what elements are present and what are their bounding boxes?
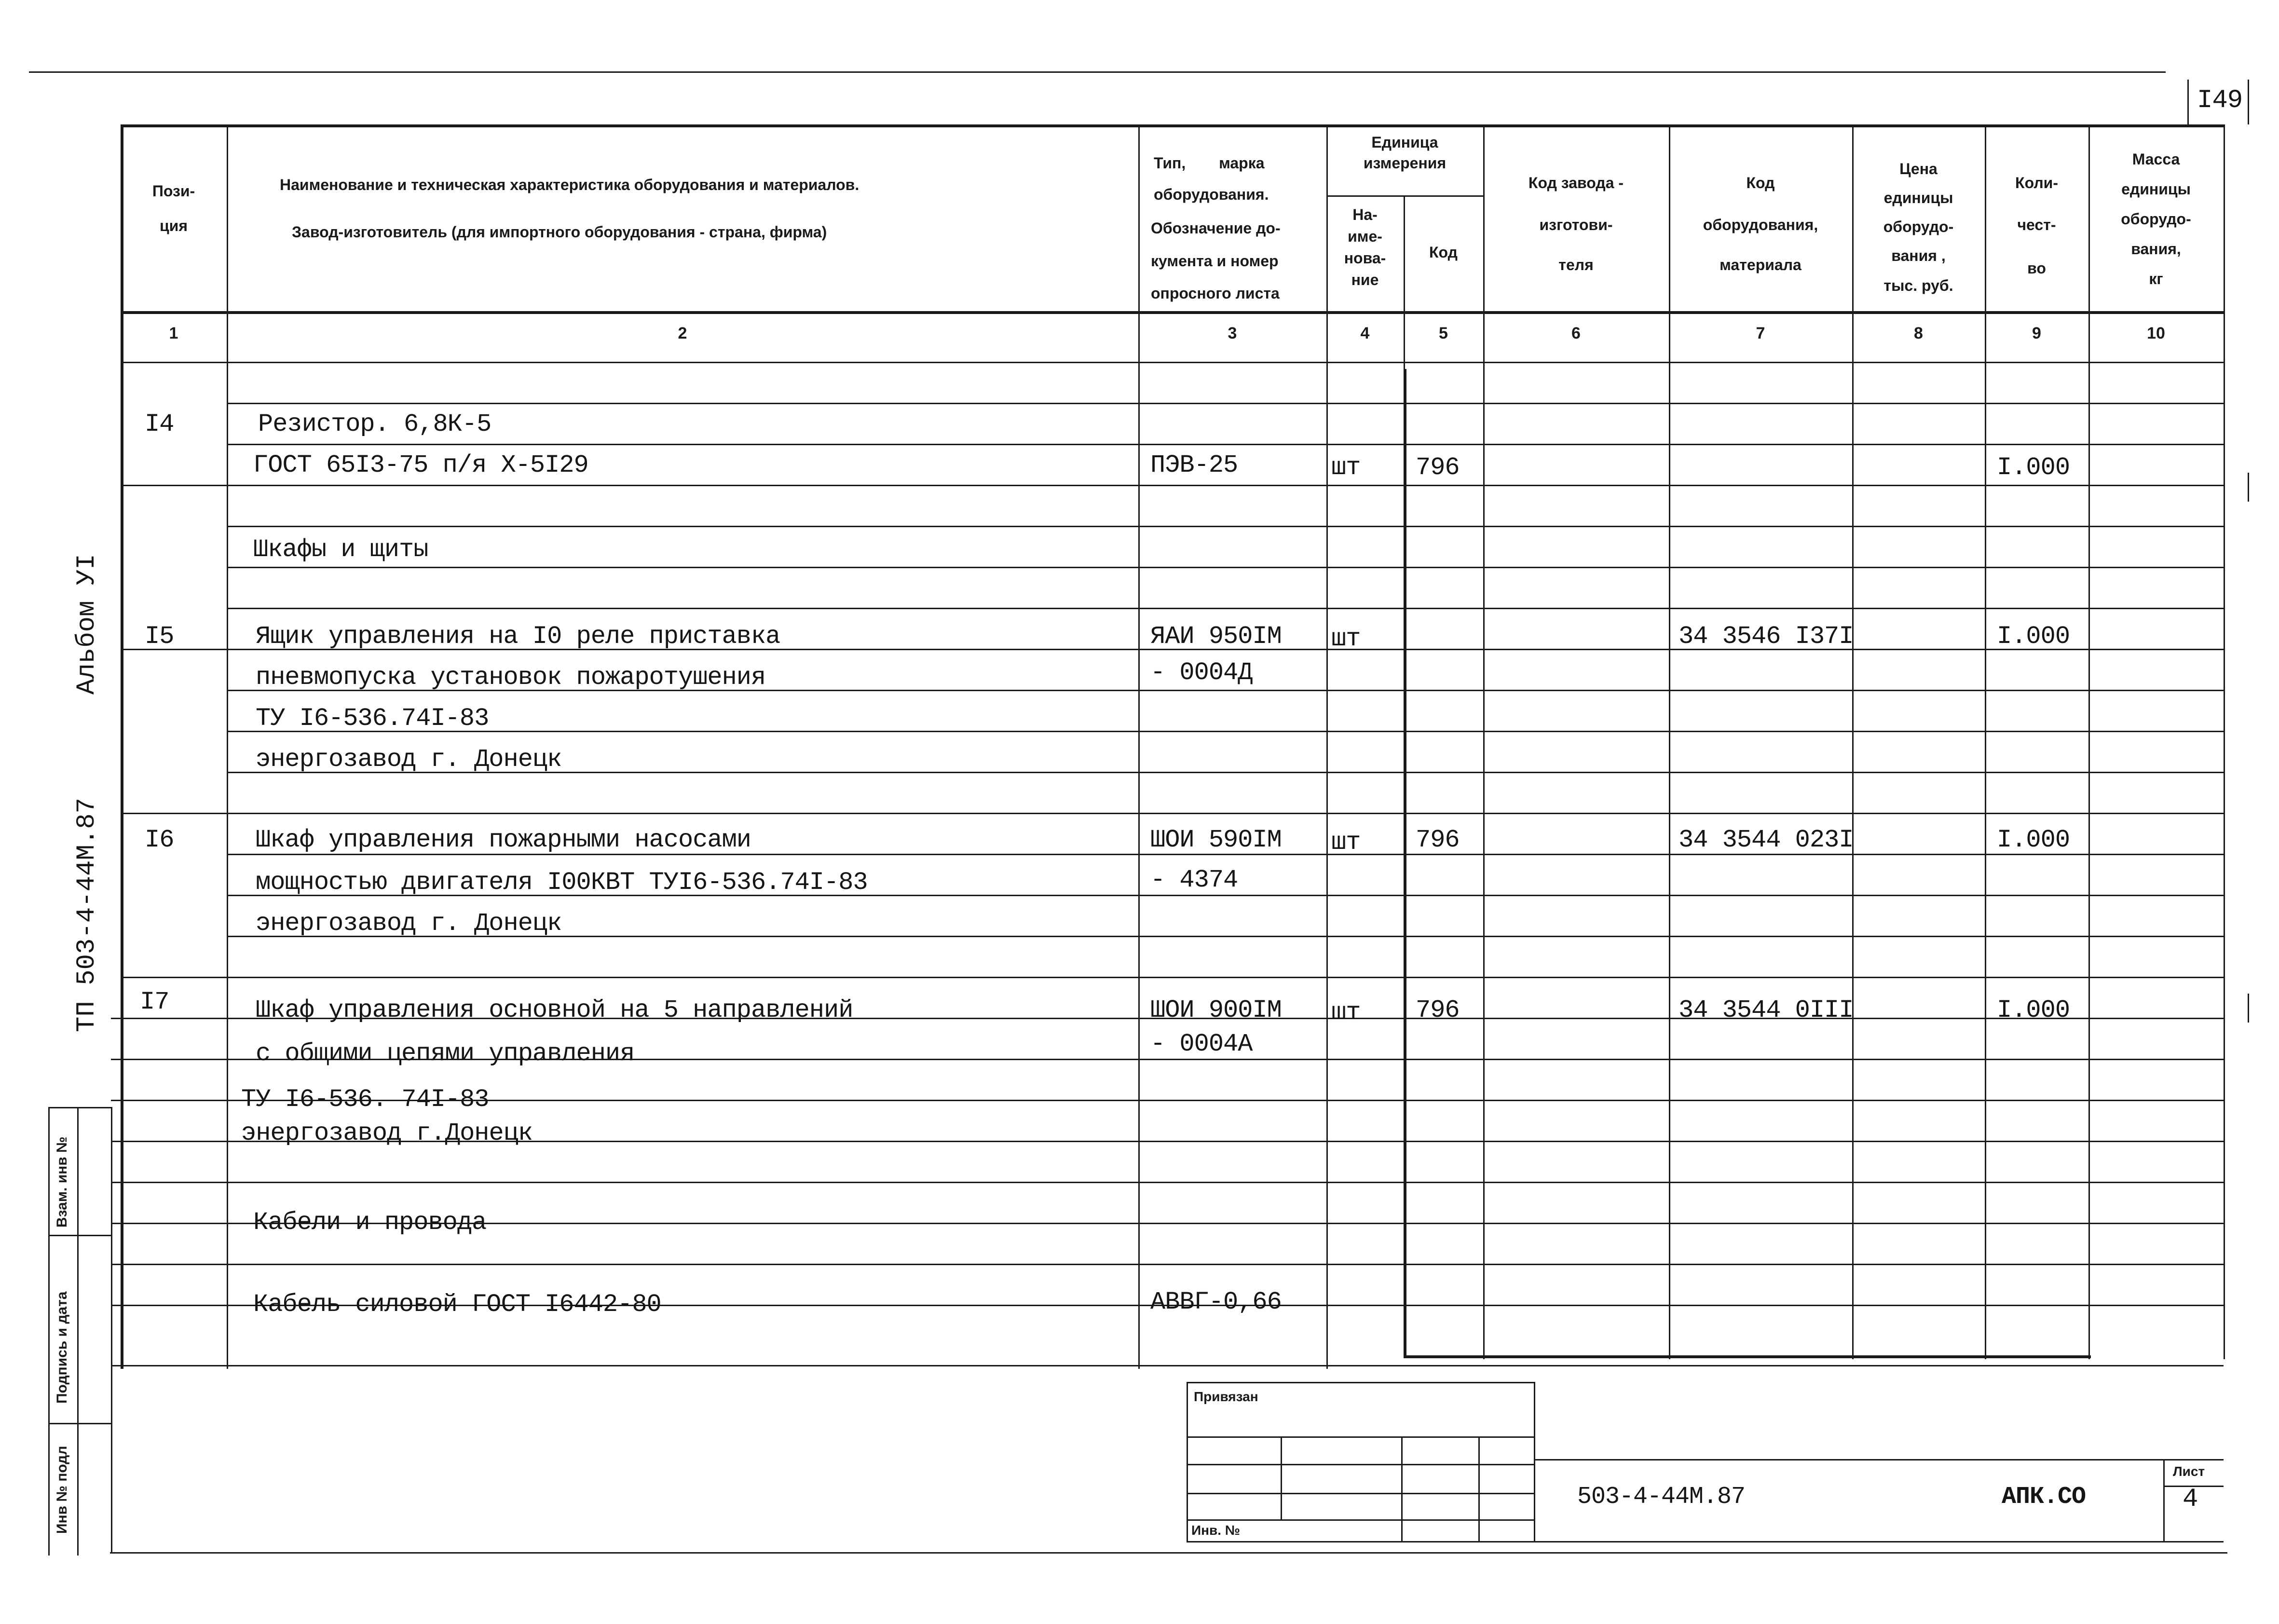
cell-name: Шкаф управления пожарными насосами — [256, 826, 751, 854]
cell-name: ТУ I6-536.74I-83 — [256, 704, 489, 733]
stamp-inv-no: Инв. № — [1191, 1523, 1241, 1538]
cell-type: ЯАИ 950IМ — [1150, 622, 1282, 651]
cell-pos: I7 — [140, 988, 169, 1016]
stamp-doc-code: 503-4-44М.87 — [1577, 1483, 1746, 1511]
hdr-type-4: кумента и номер — [1151, 252, 1279, 270]
hdr-mass-2: единицы — [2121, 180, 2191, 198]
cell-equip: 34 3544 0III — [1679, 996, 1854, 1024]
cell-name: Шкаф управления основной на 5 направлений — [256, 996, 853, 1024]
hdr-pos-1: Пози- — [152, 182, 195, 200]
hdr-qty-2: чест- — [2017, 216, 2056, 233]
hdr-qty-1: Коли- — [2015, 174, 2058, 191]
hdr-mass-4: вания, — [2131, 240, 2181, 258]
cell-pos: I6 — [145, 826, 174, 854]
cell-code: 796 — [1416, 826, 1460, 854]
col-sep-4-body — [1404, 369, 1406, 1358]
hdr-type-3: Обозначение до- — [1151, 219, 1281, 237]
hdr-mass-5: кг — [2149, 270, 2163, 287]
cell-name: с общими цепями управления — [256, 1039, 635, 1068]
hdr-pos-2: ция — [159, 217, 188, 234]
cell-code: 796 — [1416, 453, 1460, 482]
cell-name: ГОСТ 65I3-75 п/я Х-5I29 — [253, 451, 588, 479]
col-sep-6 — [1669, 124, 1670, 1359]
hdr-price-5: тыс. руб. — [1883, 277, 1953, 294]
cell-qty: I.000 — [1997, 996, 2070, 1024]
cell-unit: шт — [1331, 625, 1361, 653]
numbers-row-bottom — [121, 362, 2224, 363]
stamp-strip-right — [111, 1107, 112, 1552]
hdr-unit-name-3: нова- — [1344, 249, 1386, 267]
col-sep-7 — [1852, 124, 1854, 1359]
cell-unit: шт — [1331, 998, 1361, 1027]
unit-group-divider — [1326, 195, 1483, 197]
cell-type: - 4374 — [1150, 866, 1238, 894]
col-num-3: 3 — [1228, 324, 1237, 342]
hdr-maker-3: теля — [1558, 256, 1594, 273]
hdr-type-1: Тип, марка — [1154, 154, 1265, 172]
cell-qty: I.000 — [1997, 826, 2070, 854]
page-number-box-left — [2187, 80, 2189, 124]
col-sep-8 — [1985, 124, 1986, 1359]
cell-name: Резистор. 6,8К-5 — [258, 410, 491, 438]
col-sep-9 — [2088, 124, 2090, 1359]
cell-name: ТУ I6-536. 74I-83 — [241, 1085, 489, 1114]
cell-equip: 34 3546 I37I — [1679, 622, 1854, 651]
hdr-type-2: оборудования. — [1154, 186, 1269, 203]
stamp-strip-sep1 — [48, 1235, 111, 1236]
cell-type: АВВГ-0,66 — [1150, 1288, 1282, 1316]
hdr-unit-code: Код — [1429, 244, 1458, 261]
top-rule — [29, 71, 2166, 73]
side-vzam: Взам. инв № — [54, 1136, 70, 1228]
hdr-maker-1: Код завода - — [1528, 174, 1624, 191]
col-num-1: 1 — [169, 324, 178, 342]
cell-name: пневмопуска установок пожаротушения — [256, 663, 766, 692]
hdr-name-2: Завод-изготовитель (для импортного оборудования - страна, фирма) — [292, 223, 827, 241]
col-sep-5 — [1483, 124, 1485, 1359]
cell-qty: I.000 — [1997, 453, 2070, 482]
hdr-price-4: вания , — [1891, 247, 1946, 264]
cell-name: энергозавод г. Донецк — [256, 745, 562, 774]
cell-name: Ящик управления на I0 реле приставка — [256, 622, 780, 651]
cell-type: - 0004А — [1150, 1030, 1253, 1058]
col-num-8: 8 — [1914, 324, 1923, 342]
hdr-type-5: опросного листа — [1151, 285, 1280, 302]
cell-pos: I5 — [145, 622, 174, 651]
page-number: I49 — [2197, 86, 2243, 115]
hdr-unit-name-4: ние — [1351, 271, 1379, 288]
cell-section-title: Шкафы и щиты — [253, 535, 428, 564]
cell-unit: шт — [1331, 453, 1361, 482]
hdr-price-2: единицы — [1883, 189, 1953, 206]
frame-right — [2224, 124, 2225, 1359]
col-num-10: 10 — [2147, 324, 2165, 342]
side-album: Альбом УI — [72, 554, 102, 695]
col-num-5: 5 — [1439, 324, 1448, 342]
stamp-strip-mid — [77, 1107, 79, 1556]
col-num-7: 7 — [1756, 324, 1765, 342]
cell-name: энергозавод г. Донецк — [256, 909, 562, 938]
cell-type: ПЭВ-25 — [1150, 451, 1238, 479]
margin-mark — [2248, 473, 2249, 502]
cell-name: энергозавод г.Донецк — [241, 1119, 533, 1147]
hdr-maker-2: изготови- — [1539, 216, 1613, 233]
hdr-price-3: оборудо- — [1883, 218, 1954, 235]
col-sep-4 — [1404, 195, 1405, 369]
col-num-6: 6 — [1571, 324, 1581, 342]
cell-type: ШОИ 900IМ — [1150, 996, 1282, 1024]
hdr-qty-3: во — [2027, 259, 2046, 277]
cell-type: ШОИ 590IМ — [1150, 826, 1282, 854]
cell-qty: I.000 — [1997, 622, 2070, 651]
margin-mark — [2248, 994, 2249, 1023]
stamp-strip-left — [48, 1107, 50, 1556]
hdr-unit-name-1: На- — [1352, 206, 1378, 223]
hdr-unit-group-1: Единица — [1371, 134, 1438, 151]
stamp-strip-sep2 — [48, 1423, 111, 1424]
col-num-2: 2 — [678, 324, 687, 342]
hdr-unit-group-2: измерения — [1363, 154, 1447, 172]
stamp-privyazan: Привязан — [1194, 1389, 1258, 1404]
hdr-name-1: Наименование и техническая характеристика оборудования и материалов. — [280, 176, 860, 193]
side-inv: Инв № подл — [54, 1446, 70, 1534]
cell-unit: шт — [1331, 828, 1361, 857]
frame-bottom — [110, 1552, 2227, 1554]
cell-pos: I4 — [145, 410, 174, 438]
col-num-4: 4 — [1360, 324, 1370, 342]
stamp-strip-top — [48, 1107, 111, 1108]
frame-top — [121, 124, 2224, 127]
cell-section-title: Кабели и провода — [253, 1208, 487, 1237]
hdr-equip-1: Код — [1746, 174, 1775, 191]
stamp-list-num: 4 — [2183, 1485, 2198, 1514]
hdr-equip-3: материала — [1719, 256, 1801, 273]
page-number-box-right — [2248, 80, 2249, 124]
cell-name: Кабель силовой ГОСТ I6442-80 — [253, 1290, 661, 1319]
hdr-equip-2: оборудования, — [1703, 216, 1818, 233]
side-podpis: Подпись и дата — [54, 1291, 70, 1404]
header-bottom — [121, 311, 2224, 314]
stamp-list-label: Лист — [2173, 1464, 2205, 1479]
hdr-mass-1: Масса — [2132, 150, 2180, 168]
cell-equip: 34 3544 023I — [1679, 826, 1854, 854]
cell-code: 796 — [1416, 996, 1460, 1024]
hdr-mass-3: оборудо- — [2121, 210, 2191, 228]
cell-type: - 0004Д — [1150, 658, 1253, 687]
side-doc-code: ТП 503-4-44М.87 — [72, 797, 102, 1032]
cell-name: мощностью двигателя I00КВТ ТУI6-536.74I-83 — [256, 868, 868, 897]
hdr-unit-name-2: име- — [1348, 228, 1382, 245]
col-num-9: 9 — [2032, 324, 2041, 342]
stamp-sheet-code: АПК.СО — [2002, 1483, 2086, 1511]
hdr-price-1: Цена — [1899, 160, 1938, 177]
